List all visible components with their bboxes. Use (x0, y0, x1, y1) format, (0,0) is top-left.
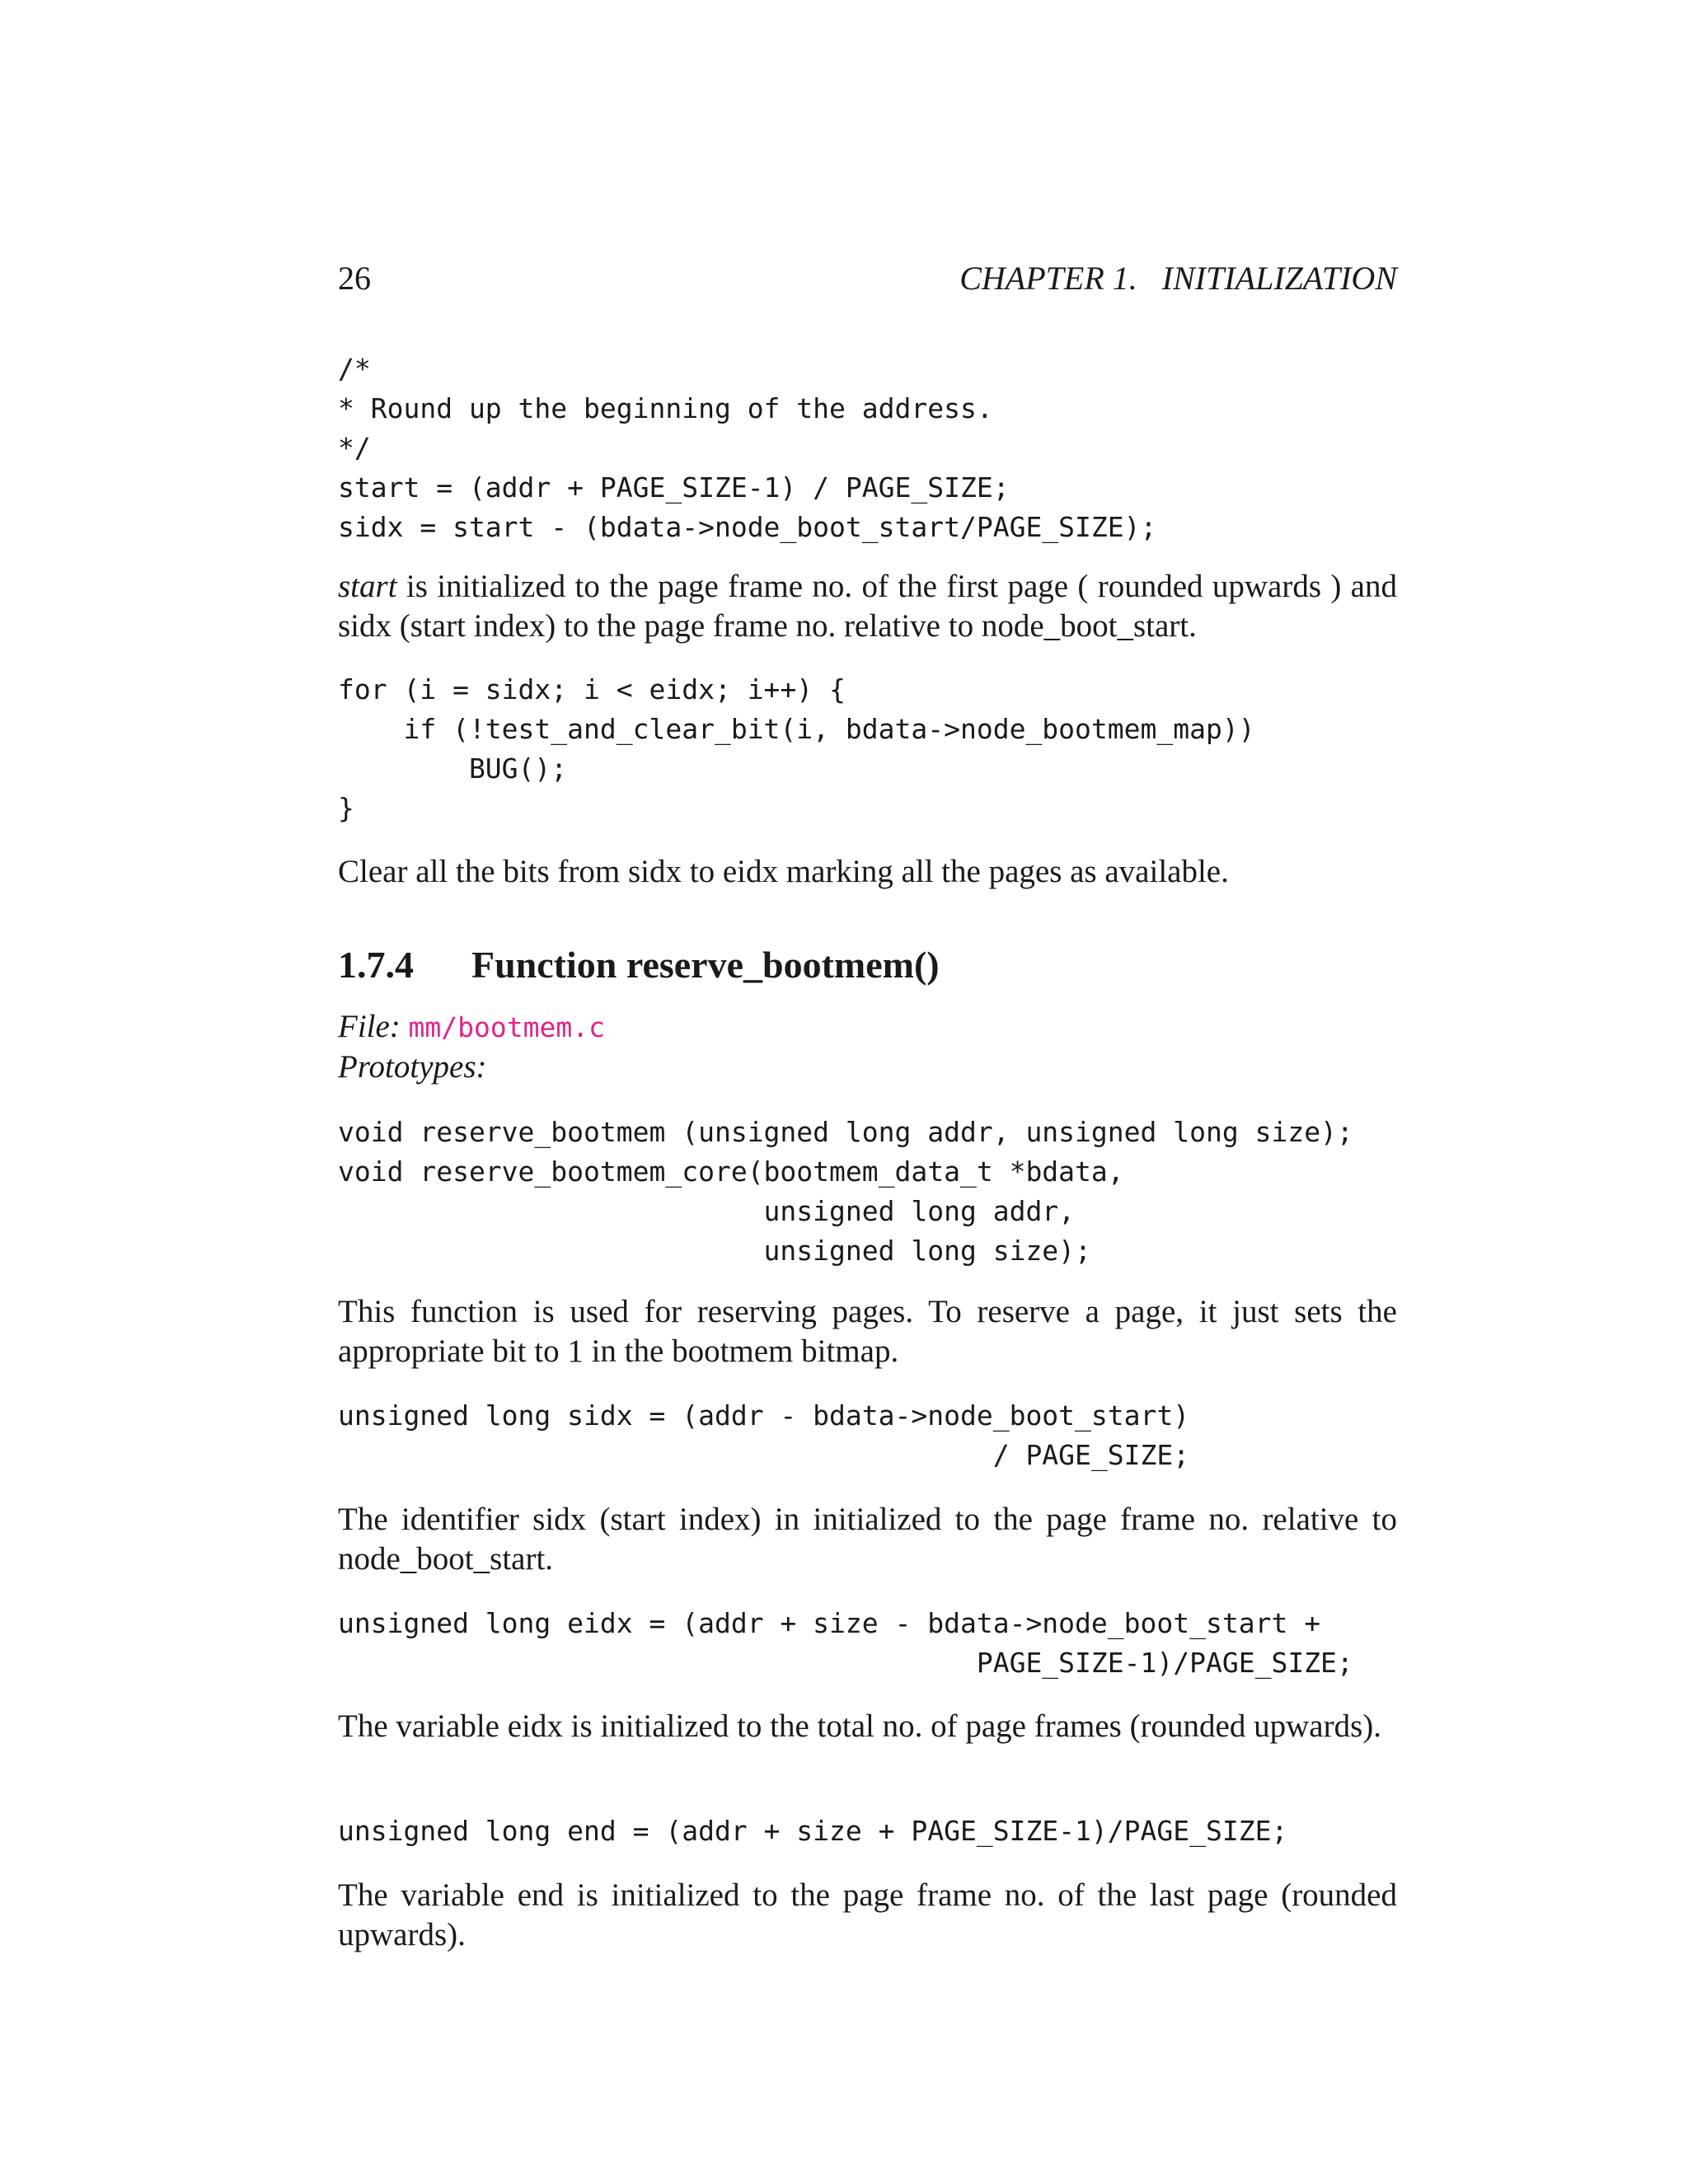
code-block-eidx (338, 1604, 1397, 1683)
prototypes-label: Prototypes: (338, 1049, 487, 1085)
code-sidx: unsigned long sidx = (addr - bdata->node_boot_start) / PAGE_SIZE; (338, 1399, 1190, 1471)
paragraph-end-text: The variable end is initialized to the page frame no. of the last page (rounded upwards). (338, 1877, 1397, 1952)
code-round-up: /* * Round up the beginning of the address. */ start = (addr + PAGE_SIZE-1) / PAGE_SIZE; sidx = start - (bdata->node_boot_start/PAGE_SIZE); (338, 353, 1157, 543)
code-block-sidx (338, 1396, 1397, 1475)
paragraph-clear-bits (338, 852, 1397, 892)
paragraph-end (338, 1876, 1397, 1955)
paragraph-start-init (338, 567, 1397, 646)
code-eidx: unsigned long eidx = (addr + size - bdata->node_boot_start + PAGE_SIZE-1)/PAGE_SIZE; (338, 1607, 1353, 1679)
code-block-end (338, 1811, 1397, 1851)
paragraph-eidx (338, 1707, 1397, 1746)
paragraph-clear-bits-text: Clear all the bits from sidx to eidx marking all the pages as available. (338, 854, 1229, 889)
code-block-prototypes (338, 1113, 1397, 1271)
paragraph-eidx-text: The variable eidx is initialized to the total no. of page frames (rounded upwards). (338, 1708, 1381, 1744)
chapter-title: CHAPTER 1. INITIALIZATION (959, 260, 1397, 297)
code-clear-loop: for (i = sidx; i < eidx; i++) { if (!test_and_clear_bit(i, bdata->node_bootmem_map)) BUG(); } (338, 673, 1255, 824)
section-heading (338, 942, 1397, 988)
running-header (338, 257, 1397, 300)
code-prototypes: void reserve_bootmem (unsigned long addr, unsigned long size); void reserve_bootmem_core(bootmem_data_t *bdata, unsigned long addr, unsigned long size); (338, 1116, 1353, 1267)
code-block-clear-loop (338, 670, 1397, 828)
section-number: 1.7.4 (338, 944, 414, 986)
paragraph-start-text: is initialized to the page frame no. of the first page ( rounded upwards ) and sidx (start index) to the page frame no. relative to node_boot_start. (338, 569, 1397, 644)
code-block-round-up (338, 349, 1397, 547)
term-start: start (338, 569, 397, 604)
file-path-link[interactable]: mm/bootmem.c (408, 1011, 605, 1043)
file-info (338, 1007, 1397, 1087)
paragraph-sidx-text: The identifier sidx (start index) in initialized to the page frame no. relative to node_boot_start. (338, 1502, 1397, 1577)
paragraph-reserve-pages (338, 1292, 1397, 1371)
file-label: File: (338, 1009, 401, 1044)
document-page (338, 0, 1397, 2184)
paragraph-sidx (338, 1500, 1397, 1579)
paragraph-reserve-pages-text: This function is used for reserving pages. To reserve a page, it just sets the appropriate bit to 1 in the bootmem bitmap. (338, 1294, 1397, 1369)
code-end: unsigned long end = (addr + size + PAGE_SIZE-1)/PAGE_SIZE; (338, 1815, 1288, 1847)
section-title: Function reserve_bootmem() (471, 944, 940, 986)
page-number: 26 (338, 260, 371, 297)
